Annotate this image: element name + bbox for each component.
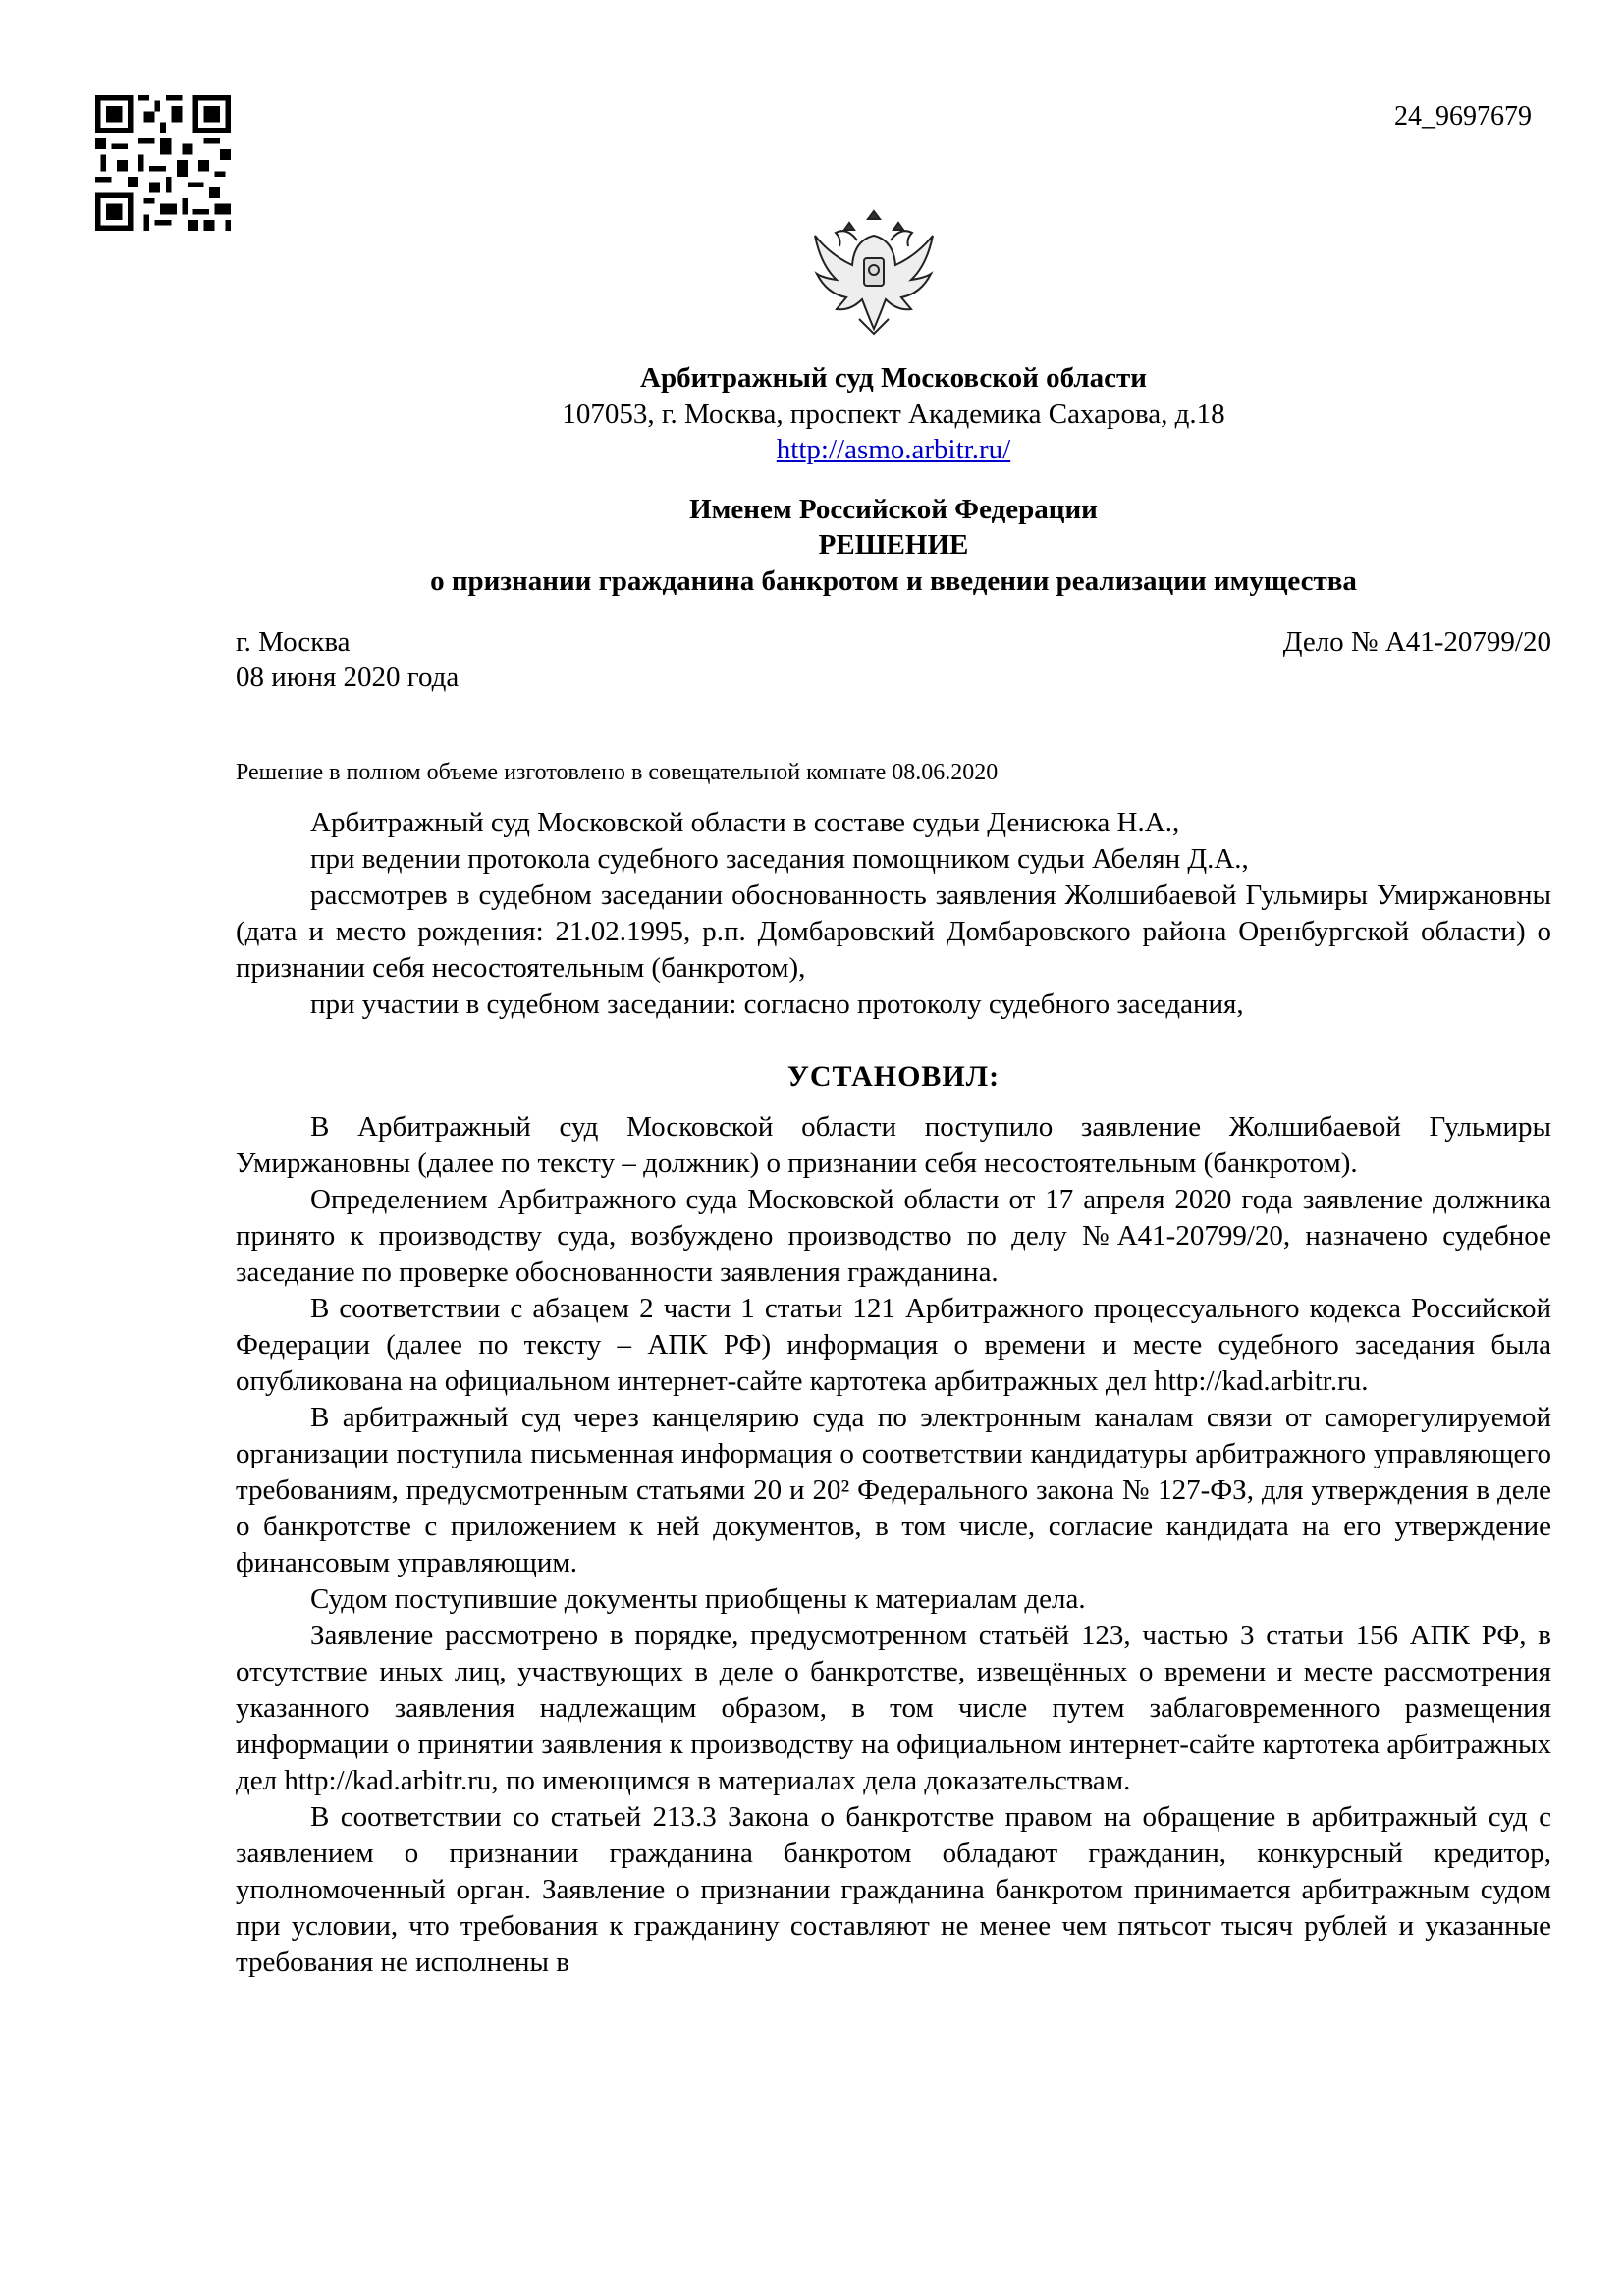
title-line-1: Именем Российской Федерации xyxy=(689,494,1098,525)
city-case-row xyxy=(236,625,1551,660)
intro-block xyxy=(236,805,1551,1023)
body-paragraph: Заявление рассмотрено в порядке, предусмотренном статьёй 123, частью 3 статьи 156 АПК РФ, в отсутствие иных лиц, участвующих в деле о банкротстве, извещённых о времени и месте рассмотрения указанного заявления надлежащим образом, в том числе путем заблаговременного размещения информации о принятии заявления к производству на официальном интернет-сайте картотека арбитражных дел http://kad.arbitr.ru, по имеющимся в материалах дела доказательствам. xyxy=(236,1620,1551,1796)
qr-code-icon xyxy=(95,95,231,231)
city: г. Москва xyxy=(236,626,351,658)
intro-paragraph: при ведении протокола судебного заседания помощником судьи Абелян Д.А., xyxy=(310,843,1249,875)
court-address: 107053, г. Москва, проспект Академика Сахарова, д.18 xyxy=(562,399,1225,430)
case-number: Дело № А41-20799/20 xyxy=(1282,626,1551,658)
title-line-3: о признании гражданина банкротом и введении реализации имущества xyxy=(430,565,1357,597)
decision-date: 08 июня 2020 года xyxy=(236,662,460,693)
title-line-2: РЕШЕНИЕ xyxy=(818,529,969,561)
body-paragraph: Судом поступившие документы приобщены к материалам дела. xyxy=(310,1583,1086,1615)
intro-paragraph: рассмотрев в судебном заседании обоснованность заявления Жолшибаевой Гульмиры Умиржановны (дата и место рождения: 21.02.1995, р.п. Домбаровский Домбаровского района Оренбургской области) о признании себя несостоятельным (банкротом), xyxy=(236,880,1551,984)
body-paragraph: В соответствии с абзацем 2 части 1 статьи 121 Арбитражного процессуального кодекса Российской Федерации (далее по тексту – АПК РФ) информация о времени и месте судебного заседания была опубликована на официальном интернет-сайте картотека арбитражных дел http://kad.arbitr.ru. xyxy=(236,1293,1551,1397)
completion-note: Решение в полном объеме изготовлено в совещательной комнате 08.06.2020 xyxy=(236,760,999,785)
coat-of-arms-icon xyxy=(810,201,938,344)
section-heading: УСТАНОВИЛ: xyxy=(786,1060,1001,1093)
body-block xyxy=(236,1109,1551,1981)
court-name: Арбитражный суд Московской области xyxy=(640,362,1147,394)
court-website-link[interactable]: http://asmo.arbitr.ru/ xyxy=(776,434,1011,465)
intro-paragraph: при участии в судебном заседании: согласно протоколу судебного заседания, xyxy=(310,988,1244,1020)
body-paragraph: В арбитражный суд через канцелярию суда по электронным каналам связи от саморегулируемой организации поступила письменная информация о соответствии кандидатуры арбитражного управляющего требованиям, предусмотренным статьями 20 и 20² Федерального закона № 127-ФЗ, для утверждения в деле о банкротстве с приложением к ней документов, в том числе, согласие кандидата на его утверждение финансовым управляющим. xyxy=(236,1402,1551,1578)
document-id: 24_9697679 xyxy=(1394,101,1532,132)
body-paragraph: В соответствии со статьей 213.3 Закона о банкротстве правом на обращение в арбитражный суд с заявлением о признании гражданина банкротом обладают гражданин, конкурсный кредитор, уполномоченный орган. Заявление о признании гражданина банкротом принимается арбитражным судом при условии, что требования к гражданину составляют не менее чем пятьсот тысяч рублей и указанные требования не исполнены в xyxy=(236,1801,1551,1978)
body-paragraph: В Арбитражный суд Московской области поступило заявление Жолшибаевой Гульмиры Умиржановны (далее по тексту – должник) о признании себя несостоятельным (банкротом). xyxy=(236,1111,1551,1179)
body-paragraph: Определением Арбитражного суда Московской области от 17 апреля 2020 года заявление должника принято к производству суда, возбуждено производство по делу №А41-20799/20, назначено судебное заседание по проверке обоснованности заявления гражданина. xyxy=(236,1184,1551,1288)
intro-paragraph: Арбитражный суд Московской области в составе судьи Денисюка Н.А., xyxy=(310,807,1180,838)
